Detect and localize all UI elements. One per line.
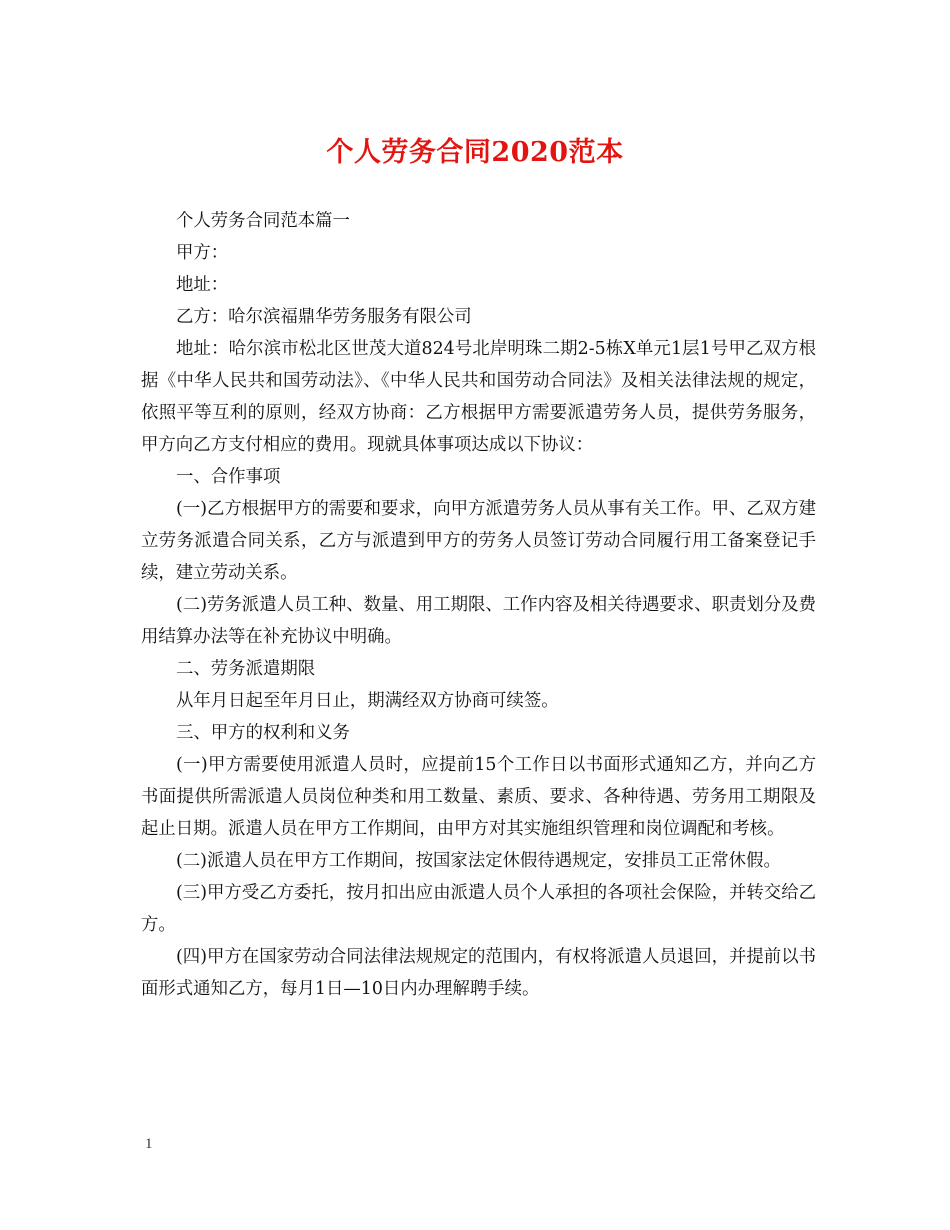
- clause-heading: 二、劳务派遣期限: [176, 659, 316, 679]
- party-b-line: 乙方：哈尔滨福鼎华劳务服务有限公司: [176, 307, 472, 327]
- clause-paragraph: (一)乙方根据甲方的需要和要求，向甲方派遣劳务人员从事有关工作。甲、乙双方建立劳务派遣合同关系，乙方与派遣到甲方的劳务人员签订劳动合同履行用工备案登记手续，建立劳动关系。: [141, 499, 816, 583]
- section-heading: 个人劳务合同范本篇一: [176, 211, 350, 231]
- clause-paragraph: (二)派遣人员在甲方工作期间，按国家法定休假待遇规定，安排员工正常休假。: [176, 851, 781, 871]
- clause-paragraph: 从年月日起至年月日止，期满经双方协商可续签。: [176, 691, 559, 711]
- clause-paragraph: (三)甲方受乙方委托，按月扣出应由派遣人员个人承担的各项社会保险，并转交给乙方。: [141, 883, 816, 935]
- party-a-address-line: 地址：: [176, 275, 229, 295]
- party-b-address-paragraph: 地址：哈尔滨市松北区世茂大道824号北岸明珠二期2-5栋X单元1层1号甲乙双方根据《中华人民共和国劳动法》、《中华人民共和国劳动合同法》及相关法律法规的规定，依照平等互利的原则，经双方协商：乙方根据甲方需要派遣劳务人员，提供劳务服务，甲方向乙方支付相应的费用。现就具体事项达成以下协议：: [141, 339, 816, 455]
- party-a-line: 甲方：: [176, 243, 229, 263]
- clause-paragraph: (一)甲方需要使用派遣人员时，应提前15个工作日以书面形式通知乙方，并向乙方书面提供所需派遣人员岗位种类和用工数量、素质、要求、各种待遇、劳务用工期限及起止日期。派遣人员在甲方工作期间，由甲方对其实施组织管理和岗位调配和考核。: [141, 755, 816, 839]
- document-title: 个人劳务合同2020范本: [326, 137, 624, 168]
- clause-paragraph: (二)劳务派遣人员工种、数量、用工期限、工作内容及相关待遇要求、职责划分及费用结算办法等在补充协议中明确。: [141, 595, 816, 647]
- clause-heading: 三、甲方的权利和义务: [176, 723, 350, 743]
- document-body: [141, 205, 816, 1005]
- clause-heading: 一、合作事项: [176, 467, 281, 487]
- page-number: 1: [145, 1136, 153, 1152]
- clause-paragraph: (四)甲方在国家劳动合同法律法规规定的范围内，有权将派遣人员退回，并提前以书面形式通知乙方，每月1日—10日内办理解聘手续。: [141, 947, 816, 999]
